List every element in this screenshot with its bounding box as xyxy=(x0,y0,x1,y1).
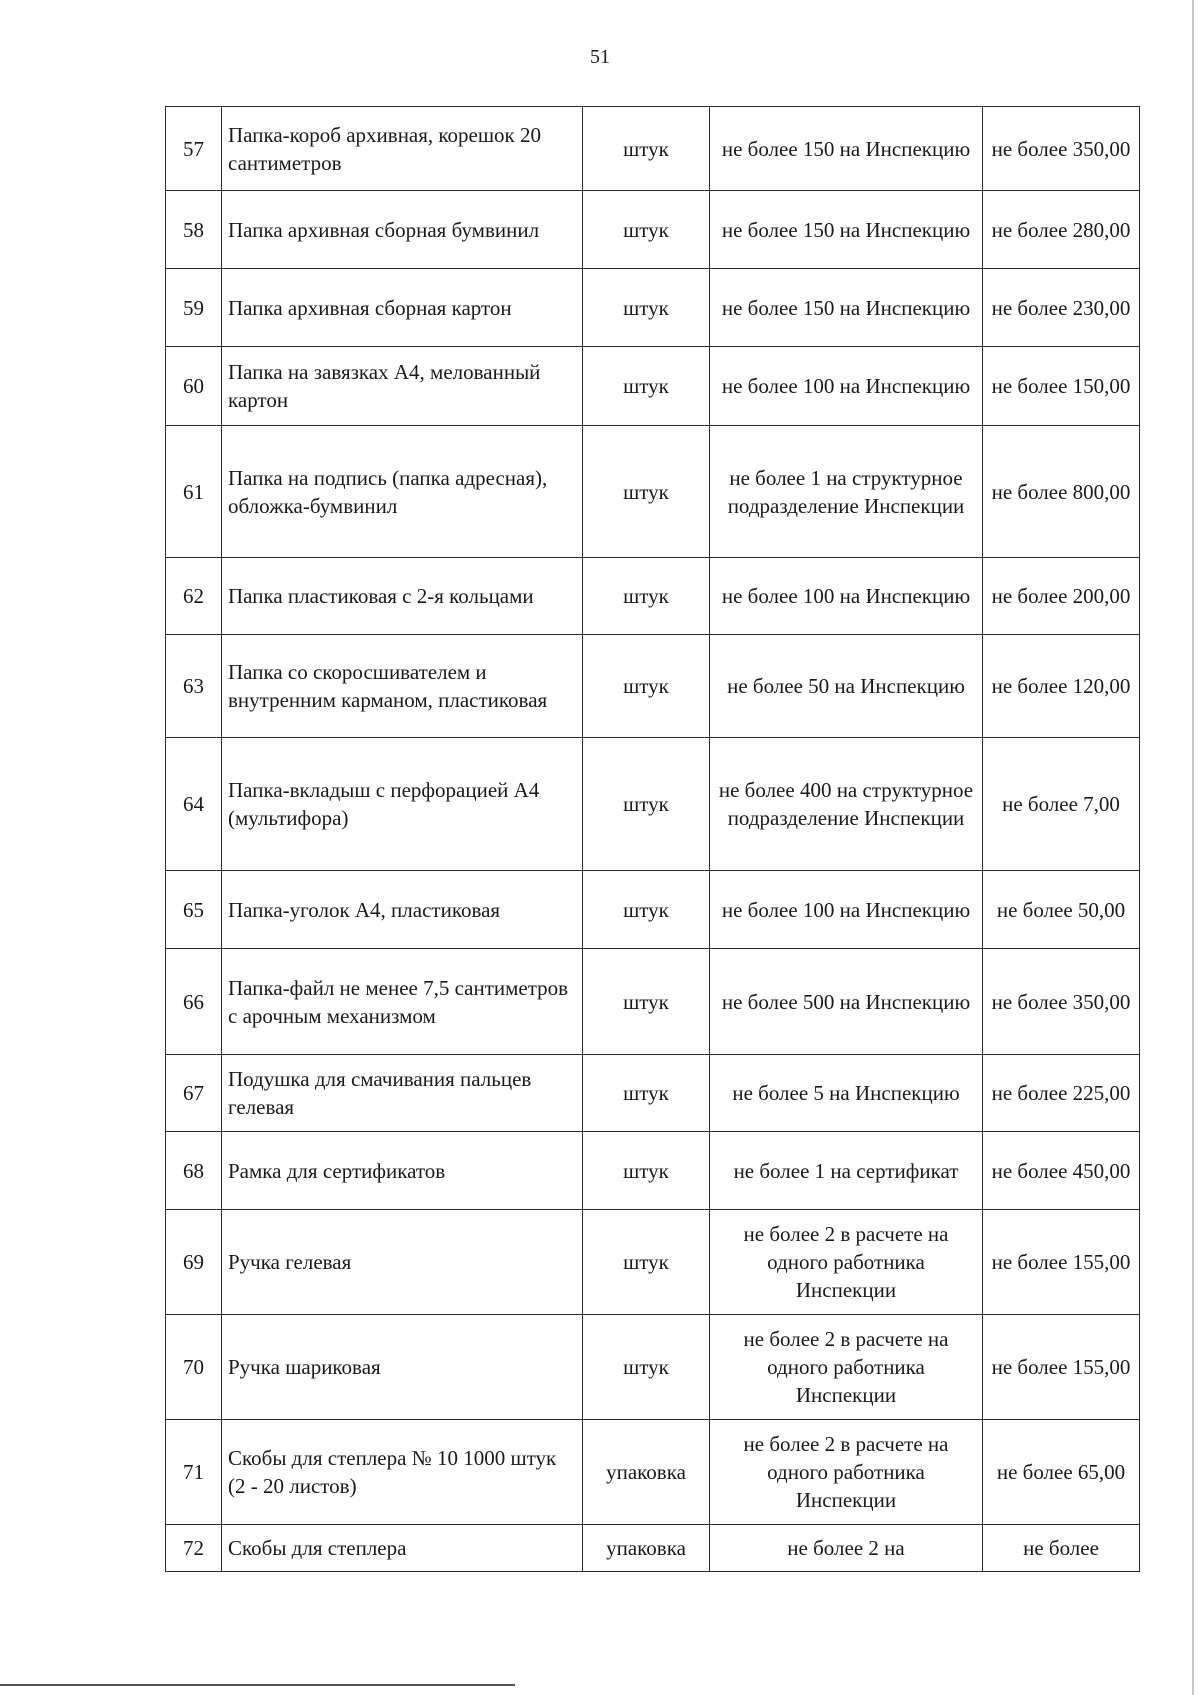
item-unit: штук xyxy=(583,738,710,871)
item-unit: штук xyxy=(583,871,710,949)
item-unit: штук xyxy=(583,1055,710,1132)
item-price: не более 200,00 xyxy=(983,558,1140,635)
item-price: не более 350,00 xyxy=(983,949,1140,1055)
row-number: 64 xyxy=(166,738,222,871)
item-quantity: не более 100 на Инспекцию xyxy=(710,558,983,635)
item-quantity: не более 2 в расчете на одного работника Инспекции xyxy=(710,1315,983,1420)
item-quantity: не более 2 на xyxy=(710,1525,983,1572)
item-name: Ручка шариковая xyxy=(222,1315,583,1420)
item-name: Подушка для смачивания пальцев гелевая xyxy=(222,1055,583,1132)
item-price: не более 120,00 xyxy=(983,635,1140,738)
item-unit: упаковка xyxy=(583,1525,710,1572)
row-number: 62 xyxy=(166,558,222,635)
item-quantity: не более 50 на Инспекцию xyxy=(710,635,983,738)
item-price: не более 800,00 xyxy=(983,426,1140,558)
table-row xyxy=(166,1132,1140,1210)
item-price: не более xyxy=(983,1525,1140,1572)
item-unit: штук xyxy=(583,191,710,269)
item-quantity: не более 2 в расчете на одного работника Инспекции xyxy=(710,1210,983,1315)
item-quantity: не более 1 на структурное подразделение Инспекции xyxy=(710,426,983,558)
table-row xyxy=(166,1055,1140,1132)
page-number: 51 xyxy=(590,46,610,68)
table-row xyxy=(166,738,1140,871)
item-name: Папка-файл не менее 7,5 сантиметров с арочным механизмом xyxy=(222,949,583,1055)
item-unit: штук xyxy=(583,1315,710,1420)
item-price: не более 50,00 xyxy=(983,871,1140,949)
item-name: Папка архивная сборная картон xyxy=(222,269,583,347)
item-price: не более 155,00 xyxy=(983,1315,1140,1420)
item-quantity: не более 400 на структурное подразделение Инспекции xyxy=(710,738,983,871)
table-row xyxy=(166,871,1140,949)
item-name: Рамка для сертификатов xyxy=(222,1132,583,1210)
item-name: Скобы для степлера xyxy=(222,1525,583,1572)
item-price: не более 65,00 xyxy=(983,1420,1140,1525)
row-number: 57 xyxy=(166,107,222,191)
item-quantity: не более 100 на Инспекцию xyxy=(710,347,983,426)
table-row xyxy=(166,191,1140,269)
item-name: Папка архивная сборная бумвинил xyxy=(222,191,583,269)
item-quantity: не более 150 на Инспекцию xyxy=(710,107,983,191)
item-unit: штук xyxy=(583,347,710,426)
item-unit: штук xyxy=(583,635,710,738)
table-row xyxy=(166,107,1140,191)
item-price: не более 230,00 xyxy=(983,269,1140,347)
item-name: Папка-короб архивная, корешок 20 сантиметров xyxy=(222,107,583,191)
row-number: 69 xyxy=(166,1210,222,1315)
table-row xyxy=(166,269,1140,347)
item-unit: упаковка xyxy=(583,1420,710,1525)
row-number: 70 xyxy=(166,1315,222,1420)
item-name: Ручка гелевая xyxy=(222,1210,583,1315)
item-unit: штук xyxy=(583,1210,710,1315)
row-number: 68 xyxy=(166,1132,222,1210)
table-row xyxy=(166,1525,1140,1572)
item-unit: штук xyxy=(583,107,710,191)
items-table xyxy=(165,106,1140,1572)
row-number: 61 xyxy=(166,426,222,558)
item-name: Папка со скоросшивателем и внутренним карманом, пластиковая xyxy=(222,635,583,738)
row-number: 65 xyxy=(166,871,222,949)
item-unit: штук xyxy=(583,949,710,1055)
row-number: 67 xyxy=(166,1055,222,1132)
scan-edge-line xyxy=(1192,0,1194,1695)
table-row xyxy=(166,558,1140,635)
table-row xyxy=(166,949,1140,1055)
table-row xyxy=(166,635,1140,738)
item-price: не более 450,00 xyxy=(983,1132,1140,1210)
item-quantity: не более 100 на Инспекцию xyxy=(710,871,983,949)
table-row xyxy=(166,1315,1140,1420)
item-unit: штук xyxy=(583,1132,710,1210)
item-price: не более 150,00 xyxy=(983,347,1140,426)
table-row xyxy=(166,1420,1140,1525)
item-price: не более 350,00 xyxy=(983,107,1140,191)
item-price: не более 225,00 xyxy=(983,1055,1140,1132)
row-number: 63 xyxy=(166,635,222,738)
item-quantity: не более 150 на Инспекцию xyxy=(710,191,983,269)
footer-rule xyxy=(0,1684,515,1686)
item-price: не более 155,00 xyxy=(983,1210,1140,1315)
item-unit: штук xyxy=(583,426,710,558)
row-number: 60 xyxy=(166,347,222,426)
table-row xyxy=(166,347,1140,426)
item-quantity: не более 150 на Инспекцию xyxy=(710,269,983,347)
row-number: 58 xyxy=(166,191,222,269)
item-name: Папка на завязках А4, мелованный картон xyxy=(222,347,583,426)
row-number: 72 xyxy=(166,1525,222,1572)
item-price: не более 280,00 xyxy=(983,191,1140,269)
item-name: Папка-вкладыш с перфорацией А4 (мультифора) xyxy=(222,738,583,871)
item-unit: штук xyxy=(583,269,710,347)
item-quantity: не более 500 на Инспекцию xyxy=(710,949,983,1055)
item-name: Скобы для степлера № 10 1000 штук (2 - 20 листов) xyxy=(222,1420,583,1525)
item-name: Папка пластиковая с 2-я кольцами xyxy=(222,558,583,635)
table-row xyxy=(166,426,1140,558)
table-row xyxy=(166,1210,1140,1315)
item-quantity: не более 5 на Инспекцию xyxy=(710,1055,983,1132)
item-name: Папка на подпись (папка адресная), обложка-бумвинил xyxy=(222,426,583,558)
row-number: 59 xyxy=(166,269,222,347)
item-price: не более 7,00 xyxy=(983,738,1140,871)
row-number: 71 xyxy=(166,1420,222,1525)
item-unit: штук xyxy=(583,558,710,635)
item-name: Папка-уголок А4, пластиковая xyxy=(222,871,583,949)
item-quantity: не более 1 на сертификат xyxy=(710,1132,983,1210)
item-quantity: не более 2 в расчете на одного работника Инспекции xyxy=(710,1420,983,1525)
row-number: 66 xyxy=(166,949,222,1055)
